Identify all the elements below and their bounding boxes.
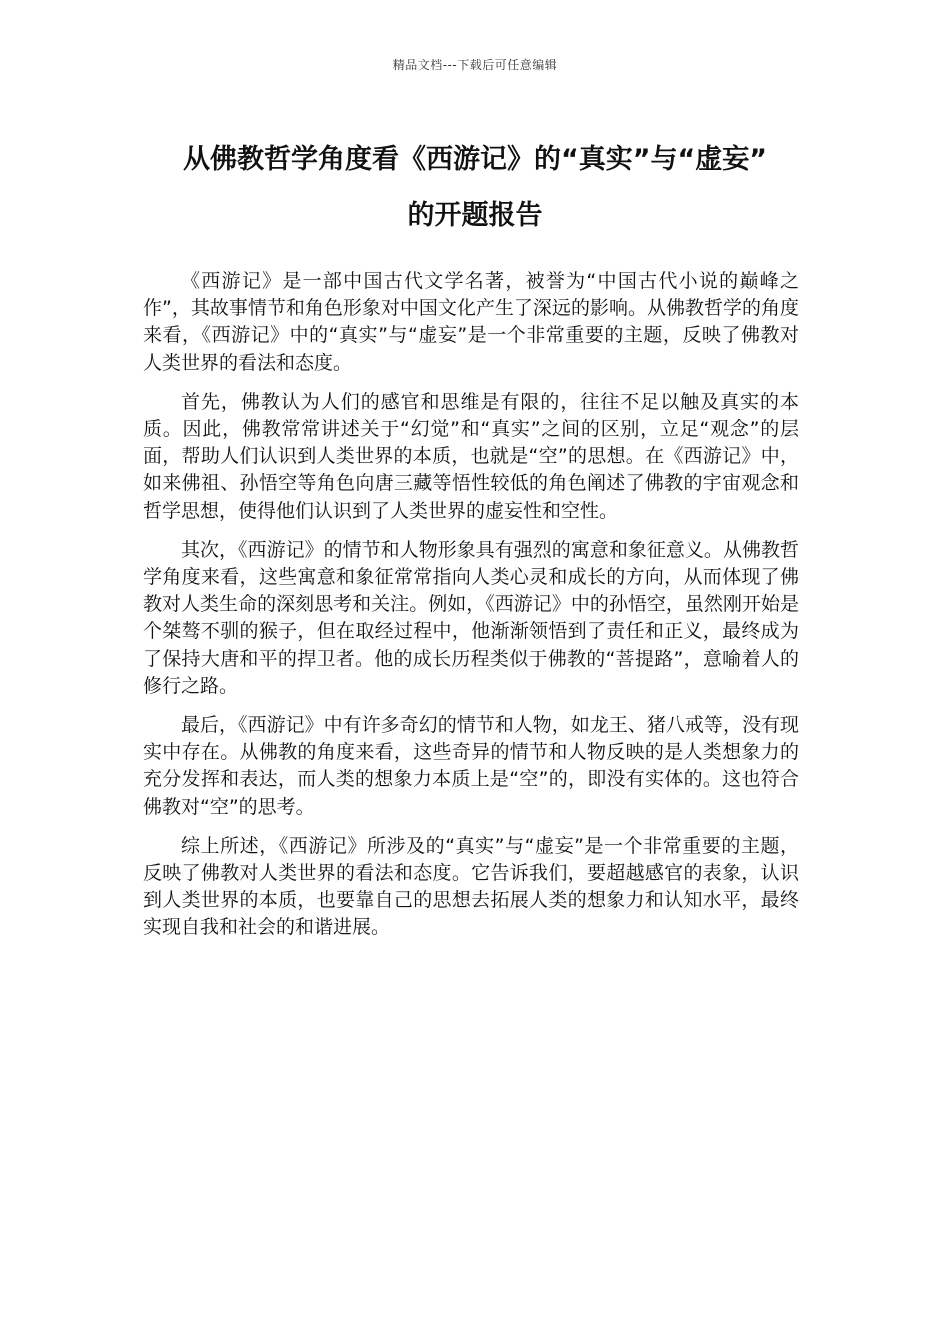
- document-title-line-1: 从佛教哲学角度看《西游记》的“真实”与“虚妄”: [183, 144, 767, 175]
- paragraph-intro: 《西游记》是一部中国古代文学名著，被誉为“中国古代小说的巅峰之作”，其故事情节和角色形象对中国文化产生了深远的影响。从佛教哲学的角度来看，《西游记》中的“真实”与“虚妄”是一个非常重要的主题，反映了佛教对人类世界的看法和态度。: [143, 270, 799, 374]
- document-title: [140, 132, 810, 244]
- document-body: [143, 268, 799, 954]
- page-header: 精品文档---下载后可任意编辑: [392, 58, 558, 72]
- paragraph-third-point: 最后，《西游记》中有许多奇幻的情节和人物，如龙王、猪八戒等，没有现实中存在。从佛教的角度来看，这些奇异的情节和人物反映的是人类想象力的充分发挥和表达，而人类的想象力本质上是“空”的，即没有实体的。这也符合佛教对“空”的思考。: [143, 714, 799, 818]
- paragraph-second-point: 其次，《西游记》的情节和人物形象具有强烈的寓意和象征意义。从佛教哲学角度来看，这些寓意和象征常常指向人类心灵和成长的方向，从而体现了佛教对人类生命的深刻思考和关注。例如，《西游记》中的孙悟空，虽然刚开始是个桀骜不驯的猴子，但在取经过程中，他渐渐领悟到了责任和正义，最终成为了保持大唐和平的捍卫者。他的成长历程类似于佛教的“菩提路”，意喻着人的修行之路。: [143, 538, 799, 697]
- paragraph-first-point: 首先，佛教认为人们的感官和思维是有限的，往往不足以触及真实的本质。因此，佛教常常讲述关于“幻觉”和“真实”之间的区别，立足“观念”的层面，帮助人们认识到人类世界的本质，也就是“空”的思想。在《西游记》中，如来佛祖、孙悟空等角色向唐三藏等悟性较低的角色阐述了佛教的宇宙观念和哲学思想，使得他们认识到了人类世界的虚妄性和空性。: [143, 390, 799, 522]
- document-title-line-2: 的开题报告: [407, 200, 543, 231]
- paragraph-conclusion: 综上所述，《西游记》所涉及的“真实”与“虚妄”是一个非常重要的主题，反映了佛教对人类世界的看法和态度。它告诉我们，要超越感官的表象，认识到人类世界的本质，也要靠自己的思想去拓展人类的想象力和认知水平，最终实现自我和社会的和谐进展。: [143, 834, 799, 939]
